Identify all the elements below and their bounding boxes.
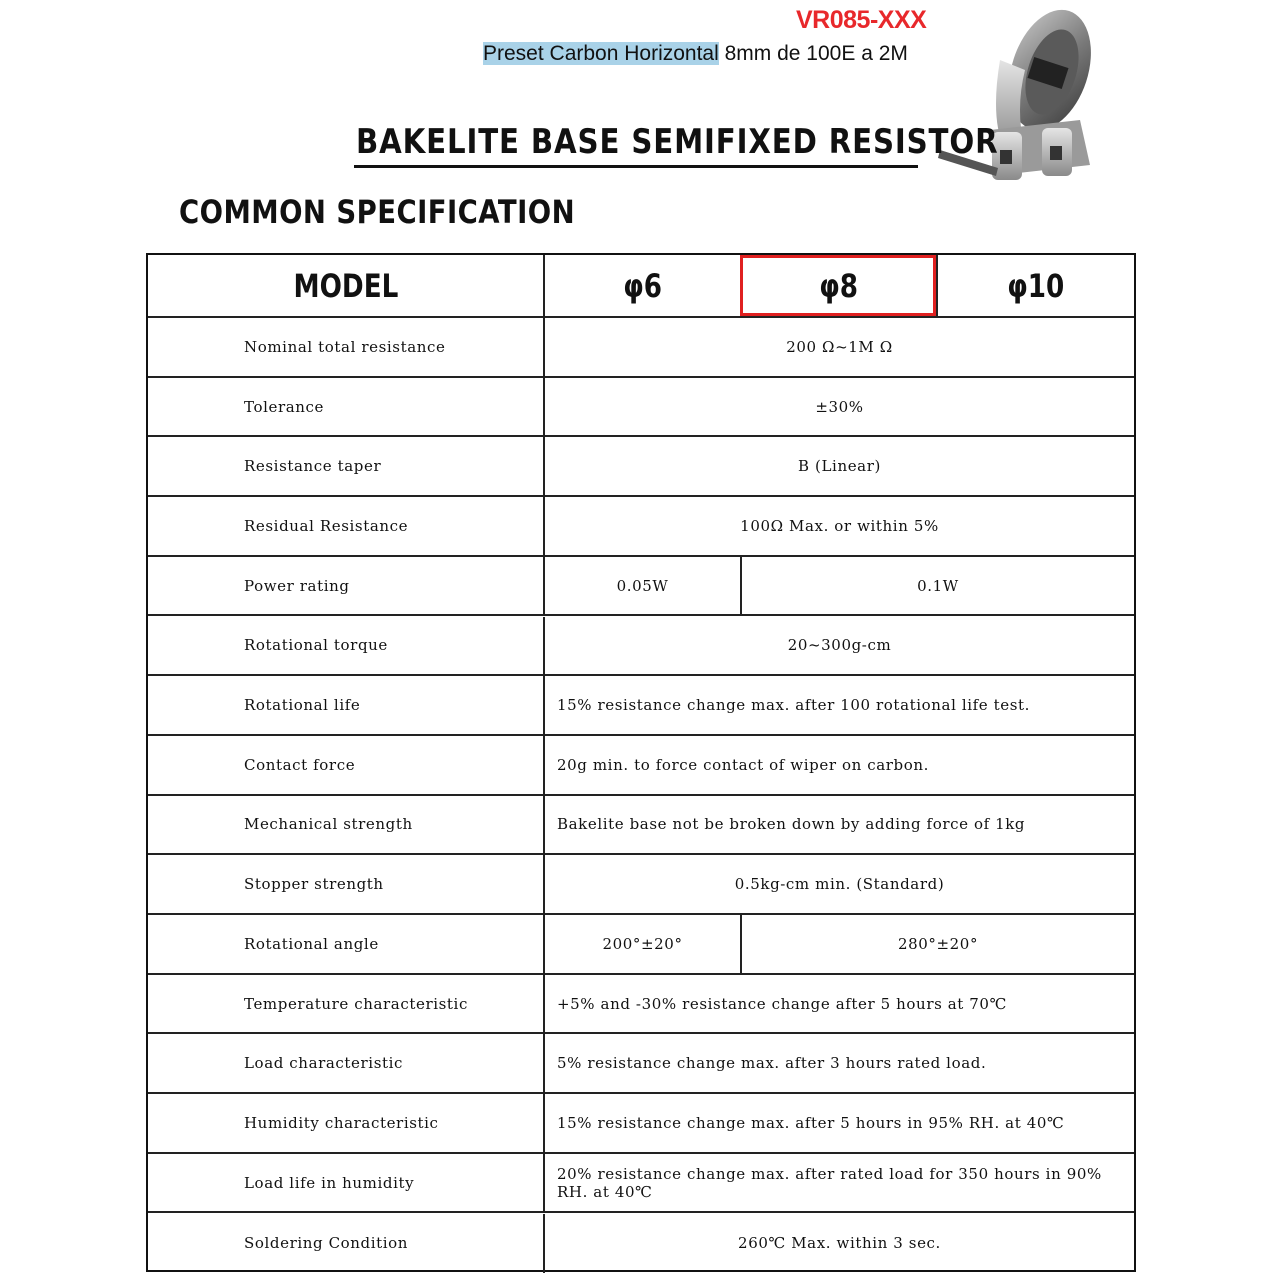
spec-value: 0.05W [543, 557, 740, 615]
subtitle-highlight: Preset Carbon Horizontal [483, 42, 719, 65]
spec-label: Load characteristic [244, 1054, 404, 1073]
table-row [148, 437, 1134, 497]
table-row [148, 318, 1134, 378]
spec-label: Rotational torque [244, 636, 388, 655]
spec-value: 260℃ Max. within 3 sec. [543, 1214, 1134, 1274]
spec-label: Humidity characteristic [244, 1113, 439, 1132]
table-row [148, 915, 1134, 975]
column-header-model: MODEL [293, 266, 398, 305]
spec-label: Temperature characteristic [244, 994, 468, 1013]
table-row [148, 617, 1134, 677]
table-row [148, 378, 1134, 438]
spec-value: +5% and -30% resistance change after 5 hours at 70℃ [543, 975, 1134, 1033]
spec-value: 0.1W [740, 557, 1134, 615]
table-row [148, 497, 1134, 557]
spec-value: 20~300g-cm [543, 617, 1134, 675]
table-row [148, 557, 1134, 617]
spec-value: 20% resistance change max. after rated load for 350 hours in 90% RH. at 40℃ [543, 1154, 1134, 1212]
spec-label: Resistance taper [244, 457, 382, 476]
resistor-photo [930, 0, 1140, 232]
table-row [148, 1034, 1134, 1094]
column-header-phi10: φ10 [936, 255, 1134, 316]
spec-label: Residual Resistance [244, 516, 409, 535]
table-row [148, 796, 1134, 856]
column-header-phi6: φ6 [543, 255, 740, 316]
spec-label: Power rating [244, 576, 350, 595]
spec-value: 20g min. to force contact of wiper on carbon. [543, 736, 1134, 794]
table-row [148, 855, 1134, 915]
spec-value: 280°±20° [740, 915, 1134, 973]
spec-value: 15% resistance change max. after 100 rotational life test. [543, 676, 1134, 734]
title-underline [354, 165, 918, 168]
spec-label: Stopper strength [244, 875, 384, 894]
spec-label: Rotational angle [244, 934, 379, 953]
spec-value: ±30% [543, 378, 1134, 436]
spec-label: Load life in humidity [244, 1173, 415, 1192]
spec-value: 200°±20° [543, 915, 740, 973]
table-row [148, 1154, 1134, 1214]
spec-label: Contact force [244, 755, 356, 774]
spec-value: 5% resistance change max. after 3 hours rated load. [543, 1034, 1134, 1092]
spec-label: Tolerance [244, 397, 324, 416]
table-row [148, 676, 1134, 736]
spec-value: 100Ω Max. or within 5% [543, 497, 1134, 555]
spec-value: Bakelite base not be broken down by adding force of 1kg [543, 796, 1134, 854]
product-code: VR085-XXX [796, 6, 927, 34]
product-subtitle [483, 42, 908, 66]
spec-value: 200 Ω~1M Ω [543, 318, 1134, 376]
subtitle-rest: 8mm de 100E a 2M [718, 42, 908, 65]
spec-value: B (Linear) [543, 437, 1134, 495]
spec-label: Mechanical strength [244, 815, 413, 834]
spec-label: Soldering Condition [244, 1234, 409, 1253]
table-row [148, 975, 1134, 1035]
table-row [148, 736, 1134, 796]
table-header-row [148, 255, 1134, 318]
table-row [148, 1094, 1134, 1154]
spec-value: 0.5kg-cm min. (Standard) [543, 855, 1134, 913]
column-header-phi8: φ8 [740, 255, 936, 316]
table-row [148, 1214, 1134, 1274]
section-title: COMMON SPECIFICATION [179, 193, 576, 231]
spec-value: 15% resistance change max. after 5 hours in 95% RH. at 40℃ [543, 1094, 1134, 1152]
main-title: BAKELITE BASE SEMIFIXED RESISTOR [356, 122, 999, 162]
spec-label: Nominal total resistance [244, 337, 446, 356]
spec-table [146, 253, 1136, 1272]
spec-label: Rotational life [244, 696, 361, 715]
